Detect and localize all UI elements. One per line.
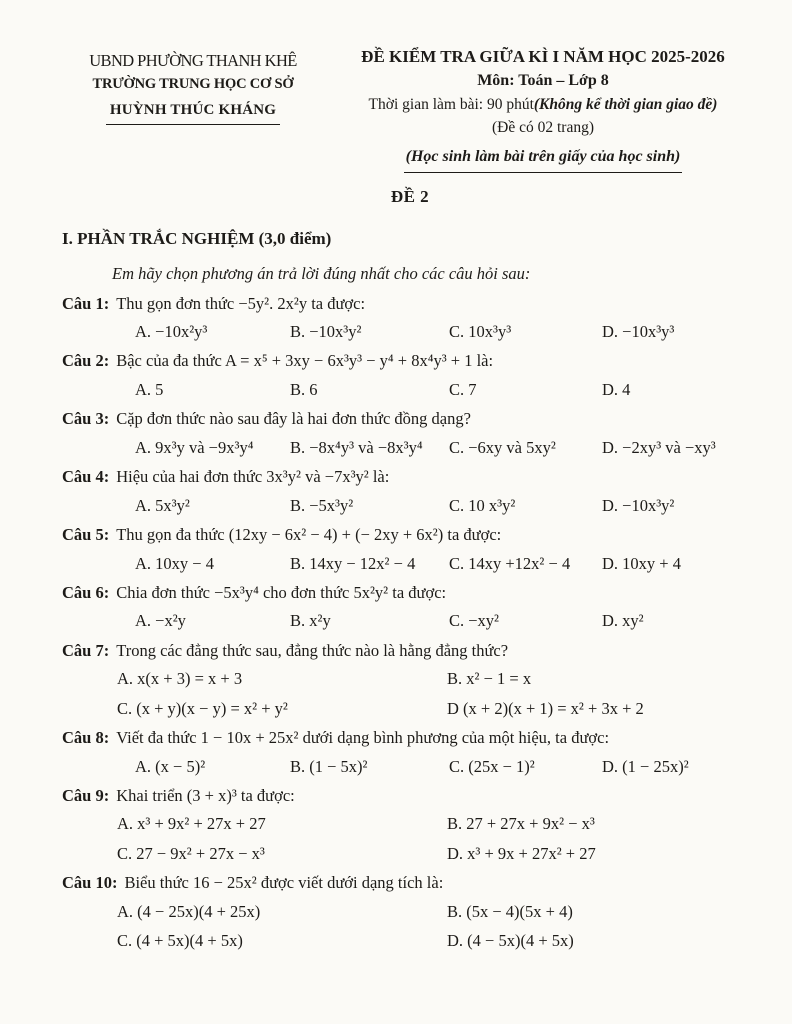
question-10-option-c: C. (4 + 5x)(4 + 5x): [117, 931, 243, 951]
question-6-option-d: D. xy²: [602, 611, 644, 631]
question-1-text: Thu gọn đơn thức −5y². 2x²y ta được:: [116, 293, 366, 313]
question-3: [62, 408, 758, 458]
question-7-line: [62, 640, 758, 661]
question-7-option-c: C. (x + y)(x − y) = x² + y²: [117, 698, 288, 718]
question-8-option-b: B. (1 − 5x)²: [290, 756, 368, 776]
question-10-option-a: A. (4 − 25x)(4 + 25x): [117, 901, 261, 921]
exam-title: ĐỀ KIỂM TRA GIỮA KÌ I NĂM HỌC 2025-2026: [361, 47, 725, 66]
question-9-option-d: D. x³ + 9x + 27x² + 27: [447, 843, 596, 863]
exam-code-row: [62, 186, 758, 208]
question-2-label: Câu 2:: [62, 351, 110, 371]
question-8-option-c: C. (25x − 1)²: [449, 756, 535, 776]
question-9-options: [117, 813, 758, 864]
question-4-option-d: D. −10x³y²: [602, 495, 675, 515]
pages-note: (Đề có 02 trang): [492, 119, 594, 137]
question-1-line: [62, 293, 758, 314]
question-8-text: Viết đa thức 1 − 10x + 25x² dưới dạng bình phương của một hiệu, ta được:: [116, 728, 610, 748]
question-5: [62, 524, 758, 574]
section-instruction: Em hãy chọn phương án trả lời đúng nhất cho các câu hỏi sau:: [112, 264, 531, 284]
question-5-options: [135, 553, 758, 574]
question-6-option-a: A. −x²y: [135, 611, 186, 631]
question-2-text: Bậc của đa thức A = x⁵ + 3xy − 6x³y³ − y⁴ + 8x⁴y³ + 1 là:: [116, 351, 494, 371]
question-8: [62, 727, 758, 777]
question-5-label: Câu 5:: [62, 525, 110, 545]
exam-info-block: [324, 46, 758, 173]
question-9-option-b: B. 27 + 27x + 9x² − x³: [447, 814, 595, 834]
question-4: [62, 466, 758, 516]
question-8-options: [135, 756, 758, 777]
question-3-label: Câu 3:: [62, 409, 110, 429]
question-6-line: [62, 582, 758, 603]
question-7-text: Trong các đẳng thức sau, đẳng thức nào là hằng đẳng thức?: [116, 640, 509, 660]
school-block: [62, 46, 324, 125]
question-2-option-d: D. 4: [602, 379, 631, 399]
question-10-options: [117, 901, 758, 952]
question-7-option-b: B. x² − 1 = x: [447, 669, 532, 689]
question-5-text: Thu gọn đa thức (12xy − 6x² − 4) + (− 2xy + 6x²) ta được:: [116, 525, 502, 545]
question-2-option-b: B. 6: [290, 379, 318, 399]
question-8-option-d: D. (1 − 25x)²: [602, 756, 689, 776]
question-6-option-b: B. x²y: [290, 611, 331, 631]
question-1-option-c: C. 10x³y³: [449, 322, 512, 342]
question-4-line: [62, 466, 758, 487]
duration-line: [328, 95, 758, 115]
school-name: HUỲNH THÚC KHÁNG: [106, 101, 280, 125]
question-6: [62, 582, 758, 632]
student-note-row: [328, 145, 758, 173]
question-1-option-b: B. −10x³y²: [290, 322, 362, 342]
question-3-option-b: B. −8x⁴y³ và −8x³y⁴: [290, 437, 423, 457]
question-10-text: Biểu thức 16 − 25x² được viết dưới dạng tích là:: [124, 873, 444, 893]
section-title: I. PHẦN TRẮC NGHIỆM (3,0 điểm): [62, 229, 332, 249]
question-7-option-d: D (x + 2)(x + 1) = x² + 3x + 2: [447, 698, 644, 718]
question-5-option-c: C. 14xy +12x² − 4: [449, 553, 571, 573]
question-1-option-a: A. −10x²y³: [135, 322, 208, 342]
question-3-options: [135, 437, 758, 458]
question-9-text: Khai triển (3 + x)³ ta được:: [116, 786, 295, 806]
question-8-line: [62, 727, 758, 748]
question-3-option-d: D. −2xy³ và −xy³: [602, 437, 716, 457]
question-6-text: Chia đơn thức −5x³y⁴ cho đơn thức 5x²y² ta được:: [116, 582, 447, 602]
question-1-options: [135, 321, 758, 342]
question-4-label: Câu 4:: [62, 467, 110, 487]
question-6-option-c: C. −xy²: [449, 611, 500, 631]
question-5-line: [62, 524, 758, 545]
question-5-option-d: D. 10xy + 4: [602, 553, 681, 573]
student-note: (Học sinh làm bài trên giấy của học sinh): [404, 147, 683, 173]
duration-text: Thời gian làm bài: 90 phút: [368, 95, 534, 113]
exam-code: ĐỀ 2: [390, 186, 430, 206]
question-9-option-c: C. 27 − 9x² + 27x − x³: [117, 843, 265, 863]
question-10: [62, 872, 758, 951]
question-8-label: Câu 8:: [62, 728, 110, 748]
question-5-option-b: B. 14xy − 12x² − 4: [290, 553, 416, 573]
question-2-line: [62, 350, 758, 371]
question-10-option-b: B. (5x − 4)(5x + 4): [447, 901, 573, 921]
org-name: UBND PHƯỜNG THANH KHÊ: [89, 51, 297, 70]
question-9-option-a: A. x³ + 9x² + 27x + 27: [117, 814, 266, 834]
question-2: [62, 350, 758, 400]
question-9-label: Câu 9:: [62, 786, 110, 806]
question-9-line: [62, 785, 758, 806]
question-3-line: [62, 408, 758, 429]
question-3-option-a: A. 9x³y và −9x³y⁴: [135, 437, 254, 457]
subject-line: Môn: Toán – Lớp 8: [477, 72, 609, 90]
question-7-label: Câu 7:: [62, 640, 110, 660]
question-2-option-a: A. 5: [135, 379, 164, 399]
question-3-option-c: C. −6xy và 5xy²: [449, 437, 556, 457]
question-6-label: Câu 6:: [62, 582, 110, 602]
question-1: [62, 293, 758, 343]
question-4-text: Hiệu của hai đơn thức 3x³y² và −7x³y² là:: [116, 467, 390, 487]
question-2-option-c: C. 7: [449, 379, 477, 399]
question-9: [62, 785, 758, 864]
school-type: TRƯỜNG TRUNG HỌC CƠ SỞ: [92, 76, 294, 93]
question-4-options: [135, 495, 758, 516]
question-3-text: Cặp đơn thức nào sau đây là hai đơn thức đồng dạng?: [116, 409, 471, 429]
question-7: [62, 640, 758, 719]
duration-note: (Không kể thời gian giao đề): [533, 95, 718, 113]
document-header: [62, 46, 758, 173]
question-4-option-c: C. 10 x³y²: [449, 495, 516, 515]
question-1-label: Câu 1:: [62, 293, 110, 313]
school-name-row: [62, 98, 324, 125]
question-8-option-a: A. (x − 5)²: [135, 756, 206, 776]
question-1-option-d: D. −10x³y³: [602, 322, 675, 342]
question-4-option-a: A. 5x³y²: [135, 495, 190, 515]
question-7-option-a: A. x(x + 3) = x + 3: [117, 669, 243, 689]
question-5-option-a: A. 10xy − 4: [135, 553, 214, 573]
question-10-option-d: D. (4 − 5x)(4 + 5x): [447, 931, 574, 951]
question-10-label: Câu 10:: [62, 873, 118, 893]
question-6-options: [135, 610, 758, 631]
question-4-option-b: B. −5x³y²: [290, 495, 354, 515]
question-2-options: [135, 379, 758, 400]
question-7-options: [117, 668, 758, 719]
question-10-line: [62, 872, 758, 893]
